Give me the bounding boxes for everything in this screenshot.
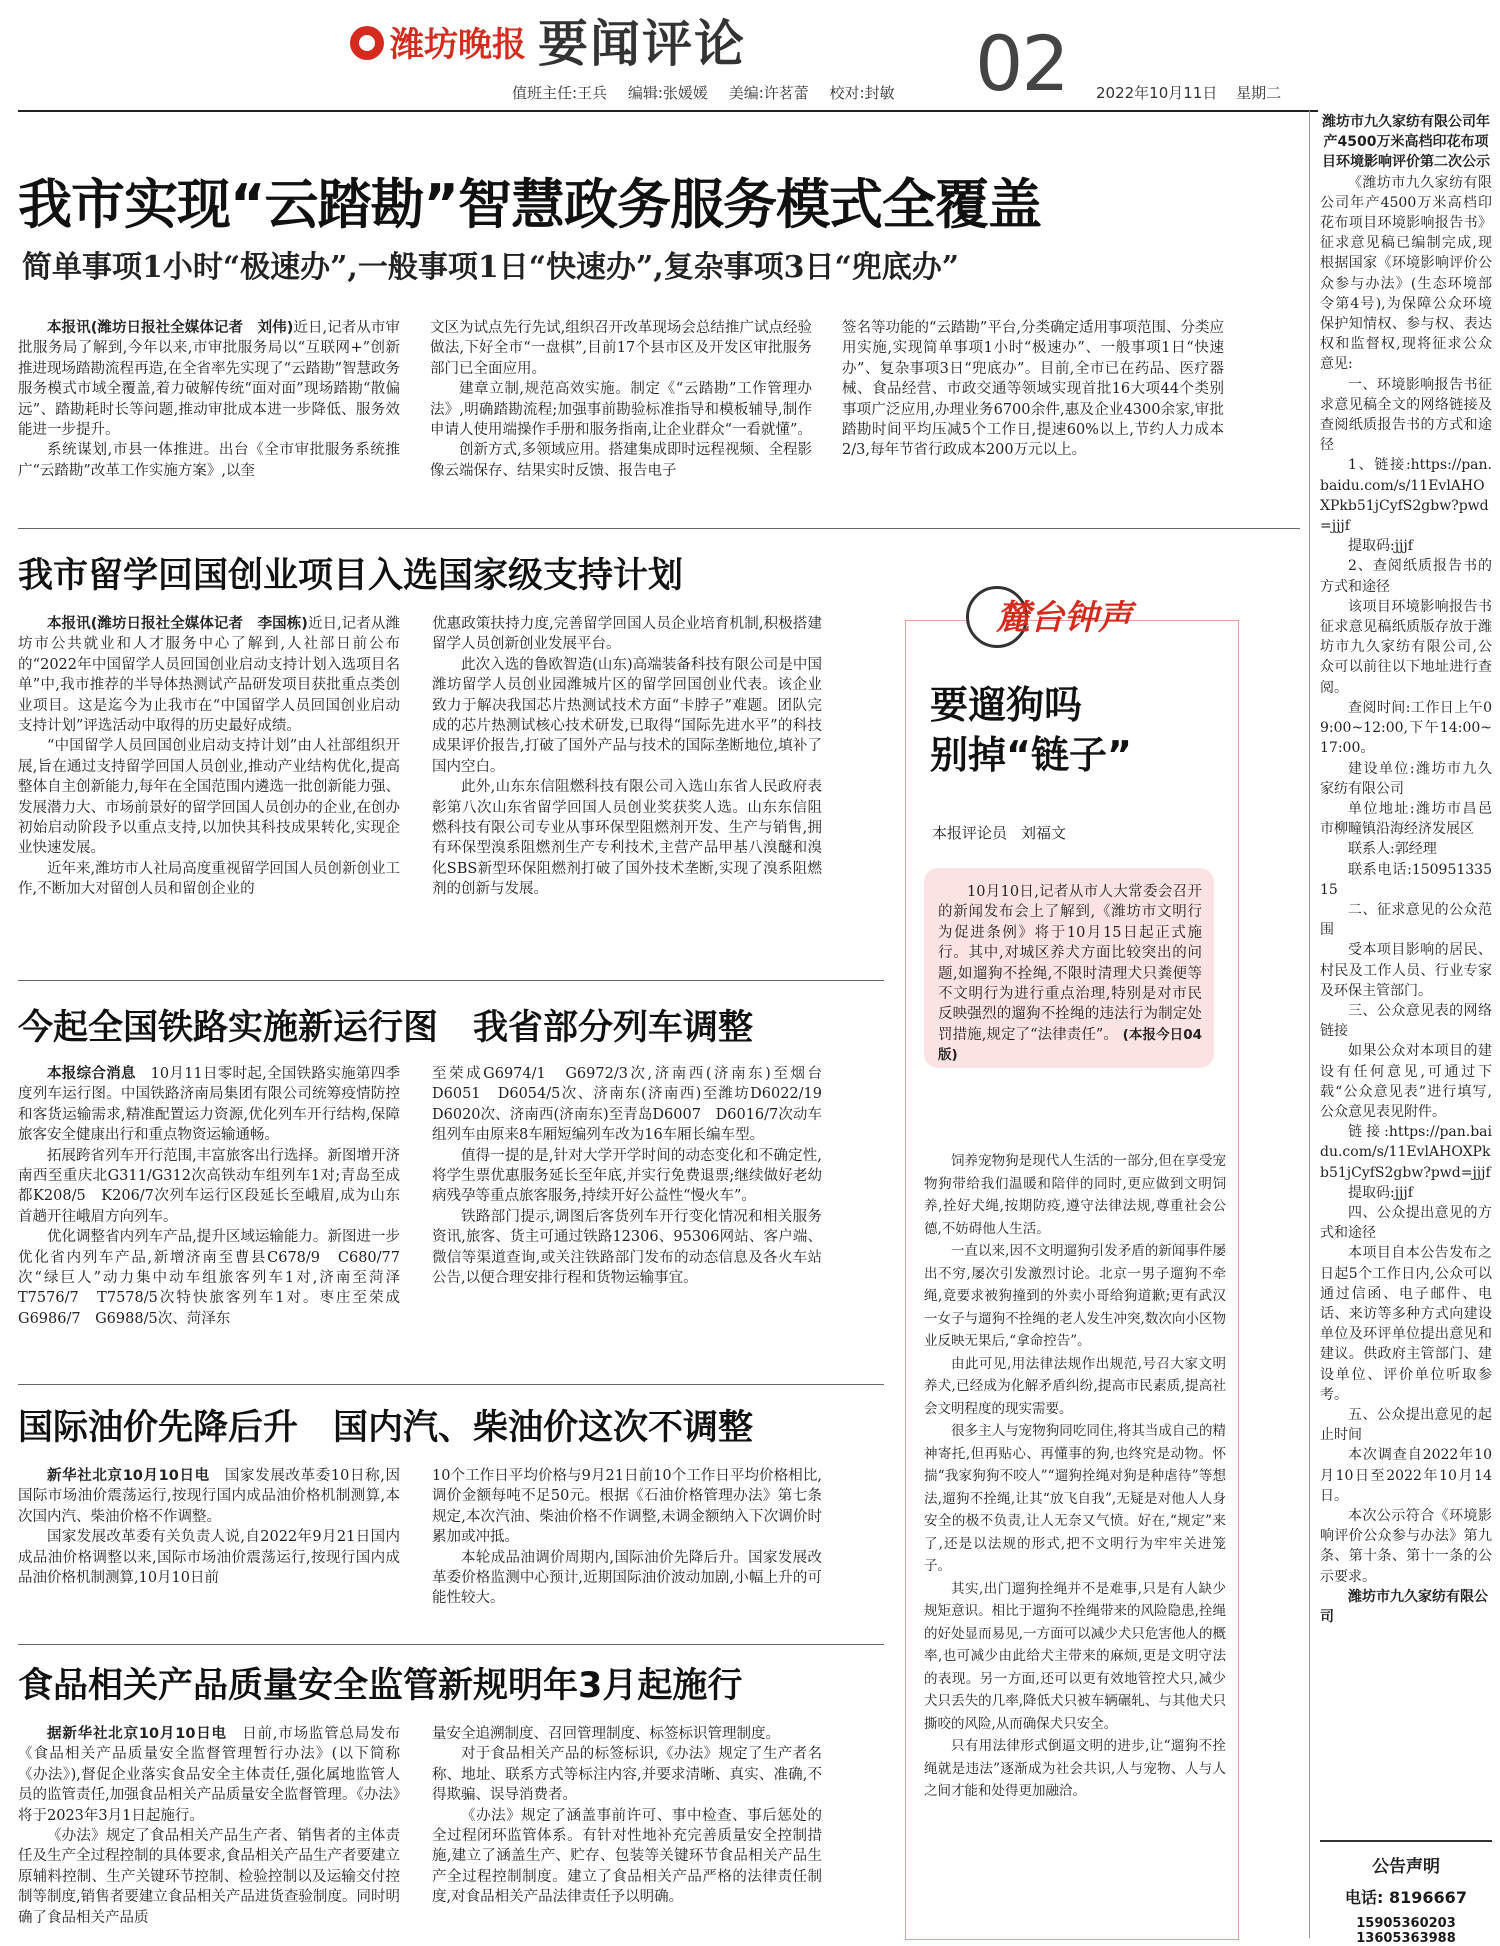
page-number: 02 [975,19,1068,108]
article4-text: 10个工作日平均价格与9月21日前10个工作日平均价格相比,调价金额每吨不足50元。根据《石油价格管理办法》第七条规定,本次汽油、柴油价格不作调整,未调金额纳入下次调价时累加或冲抵。 [432,1468,822,1546]
public-notice-paragraph: 联系人:郭经理 [1348,841,1437,858]
commentary-column-name: 麓台钟声 [996,598,1132,638]
public-notice-paragraph: 本项目自本公告发布之日起5个工作日内,公众可以通过信函、电子邮件、电话、来访等多种方式向建设单位及环评单位提出意见和建议。供政府主管部门、建设单位、评价单位听取参考。 [1320,1245,1492,1403]
article1-headline: 我市实现“云踏勘”智慧政务服务模式全覆盖 [18,173,1041,236]
commentary-title-line: 要遛狗吗 [930,683,1083,727]
article5-text: 《办法》规定了涵盖事前许可、事中检查、事后惩处的全过程闭环监管体系。有针对性地补充完善质量安全控制措施,建立了涵盖生产、贮存、包装等关键环节食品相关产品生产全过程控制制度。建立了食品相关产品严格的法律责任制度,对食品相关产品法律责任予以明确。 [432,1807,822,1906]
public-notice-paragraph: 如果公众对本项目的建设有任何意见,可通过下载“公众意见表”进行填写,公众意见表见附件。 [1320,1043,1492,1120]
commentary-author-label: 本报评论员 [932,824,1008,842]
commentary-note-text: 10月10日,记者从市人大常委会召开的新闻发布会上了解到,《潍坊市文明行为促进条例》将于10月15日起正式施行。其中,对城区养犬方面比较突出的问题,如遛狗不拴绳,不限时清理犬只粪便等不文明行为进行重点治理,特别是对市民反映强烈的遛狗不拴绳的违法行为制定处罚措施,规定了“法律责任”。 [938,884,1202,1043]
commentary-news-note [924,868,1214,1068]
separator [18,528,1300,529]
article1-text: 文区为试点先行先试,组织召开改革现场会总结推广试点经验做法,下好全市“一盘棋”,目前17个县市区及开发区审批服务部门已全面应用。 [430,320,812,377]
article3-text: 至荣成G6974/1 G6972/3次,济南西(济南东)至烟台D6051 D6054/5次、济南东(济南西)至潍坊D6022/19 D6020次、济南西(济南东)至青岛D6007 D6016/7次动车组列车由原来8车厢短编列车改为16车厢长编车型。 [432,1066,837,1144]
commentary-title-line: 别掉“链子” [930,733,1132,777]
public-notice-paragraph: 《潍坊市九久家纺有限公司年产4500万米高档印花布项目环境影响报告书》征求意见稿已编制完成,现根据国家《环境影响评价公众参与办法》(生态环境部令第4号),为保障公众环境保护知情权、参与权、表达权和监督权,现将征求公众意见: [1320,174,1492,373]
article3-text: 值得一提的是,针对大学开学时间的动态变化和不确定性,将学生票优惠服务延长至年底,并实行免费退票;继续做好老幼病残孕等重点旅客服务,持续开好公益性“慢火车”。 [432,1147,822,1205]
article5-text: 量安全追溯制度、召回管理制度、标签标识管理制度。 [432,1726,780,1742]
commentary-byline [932,822,1080,843]
article5-column-2 [432,1724,822,1936]
separator [18,1384,884,1385]
article2-text: 近年来,潍坊市人社局高度重视留学回国人员创新创业工作,不断加大对留创人员和留创企业的 [18,860,400,898]
announcement-title: 公告声明 [1372,1857,1440,1877]
article1-column-1 [18,318,400,514]
article1-text: 系统谋划,市县一体推进。出台《全市审批服务系统推广“云踏勘”改革工作实施方案》,以奎 [18,442,400,479]
commentary-body [924,1150,1226,1803]
article2-column-1 [18,614,400,960]
commentary-paragraph: 饲养宠物狗是现代人生活的一部分,但在享受宠物狗带给我们温暖和陪伴的同时,更应做到文明饲养,拴好犬绳,按期防疫,遵守法律法规,尊重社会公德,不妨碍他人生活。 [924,1153,1226,1237]
dateline [1096,82,1295,103]
article5-text: 日前,市场监管总局发布《食品相关产品质量安全监督管理暂行办法》(以下简称《办法》),督促企业落实食品安全主体责任,强化属地监管人员的监管责任,加强食品相关产品质量安全监督管理。《办法》将于2023年3月1日起施行。 [18,1726,401,1824]
article5-column-1 [18,1724,400,1936]
article4-headline: 国际油价先降后升 国内汽、柴油价这次不调整 [18,1408,754,1448]
article1-text: 建章立制,规范高效实施。制定《“云踏勘”工作管理办法》,明确踏勘流程;加强事前勘验标准指导和模板辅导,制作申请人使用端操作手册和服务指南,让企业群众“一看就懂”。 [430,381,812,439]
article3-text: 优化调整省内列车产品,提升区域运输能力。新图进一步优化省内列车产品,新增济南至曹县C678/9 C680/77次“绿巨人”动力集中动车组旅客列车1对,济南至菏泽T7576/7 T7578/5次特快旅客列车1对。枣庄至荣成G6986/7 G6988/5次、菏泽东 [18,1229,400,1327]
article1-text: 近日,记者从市审批服务局了解到,今年以来,市审批服务局以“互联网+”创新推进现场踏勘流程再造,在全省率先实现了“云踏勘”智慧政务服务模式市域全覆盖,着力破解传统“面对面”现场踏勘“散偏远”、踏勘耗时长等问题,推动审批成本进一步降低、服务效能进一步提升。 [18,320,400,439]
section-title: 要闻评论 [538,15,746,73]
article5-text: 《办法》规定了食品相关产品生产者、销售者的主体责任及生产全过程控制的具体要求,食品相关产品生产者要建立原辅料控制、生产关键环节控制、检验控制以及运输交付控制等制度,销售者要建立食品相关产品进货查验制度。同时明确了食品相关产品质 [18,1828,400,1926]
public-notice-paragraph: 链接:https://pan.baidu.com/s/11EvlAHOXPkb51jCyfS2gbw?pwd=jjjf [1320,1124,1492,1181]
public-notice-title: 潍坊市九久家纺有限公司年产4500万米高档印花布项目环境影响评价第二次公示 [1322,114,1490,171]
public-notice-signature: 潍坊市九久家纺有限公司 [1320,1588,1488,1626]
public-notice-paragraph: 查阅时间:工作日上午09:00~12:00,下午14:00~17:00。 [1320,699,1492,757]
article1-column-2 [430,318,812,514]
issue-date: 2022年10月11日 [1096,84,1218,102]
commentary-title [930,680,1132,780]
public-notice-paragraph: 五、公众提出意见的起止时间 [1320,1407,1492,1444]
public-notice-paragraph: 本次公示符合《环境影响评价公众参与办法》第九条、第十条、第十一条的公示要求。 [1320,1508,1492,1585]
public-notice-paragraph: 建设单位:潍坊市九久家纺有限公司 [1320,760,1492,797]
commentary-paragraph: 很多主人与宠物狗同吃同住,将其当成自己的精神寄托,但再贴心、再懂事的狗,也终究是动物。怀揣“我家狗狗不咬人”“遛狗拴绳对狗是种虐待”等想法,遛狗不拴绳,让其“放飞自我”,无疑是对他人人身安全的极不负责,让人无奈又气愤。好在,“规定”来了,还是以法规的形式,把不文明行为牢牢关进笼子。 [924,1423,1226,1574]
announcement-box [1320,1840,1492,1946]
commentary-paragraph: 一直以来,因不文明遛狗引发矛盾的新闻事件屡出不穷,屡次引发激烈讨论。北京一男子遛狗不牵绳,竟要求被狗撞到的外卖小哥给狗道歉;更有武汉一女子与遛狗不拴绳的老人发生冲突,数次向小区物业反映无果后,“拿命控告”。 [924,1243,1226,1349]
column-divider [1309,110,1310,1938]
public-notice-column [1320,112,1492,1627]
public-notice-paragraph: 一、环境影响报告书征求意见稿全文的网络链接及查阅纸质报告书的方式和途径 [1320,376,1492,454]
article4-text: 国家发展改革委10日称,因国际市场油价震荡运行,按现行国内成品油价格机制测算,本次国内汽、柴油价格不作调整。 [18,1468,401,1525]
announcement-mobiles: 15905360203 13605363988 [1356,1916,1456,1946]
public-notice-paragraph: 1、链接:https://pan.baidu.com/s/11EvlAHOXPkb51jCyfS2gbw?pwd=jjjf [1320,457,1492,535]
public-notice-paragraph: 2、查阅纸质报告书的方式和途径 [1320,558,1492,595]
article3-text: 拓展跨省列车开行范围,丰富旅客出行选择。新图增开济南西至重庆北G311/G312次高铁动车组列车1对;青岛至成都K208/5 K206/7次列车运行区段延长至峨眉,成为山东首趟开往峨眉方向列车。 [18,1147,400,1225]
article3-column-2 [432,1064,837,1370]
commentary-paragraph: 只有用法律形式倒逼文明的进步,让“遛狗不拴绳就是违法”逐渐成为社会共识,人与宠物、人与人之间才能和处得更加融洽。 [924,1738,1226,1799]
article5-lead: 据新华社北京10月10日电 [47,1726,227,1742]
public-notice-paragraph: 联系电话:15095133515 [1320,861,1492,898]
article2-column-2 [432,614,822,960]
article2-text: “中国留学人员回国创业启动支持计划”由人社部组织开展,旨在通过支持留学回国人员创业,推动产业结构优化,提高整体自主创新能力,每年在全国范围内遴选一批创新能力强、发展潜力大、市场前景好的留学回国人员创办的企业,在创办初始启动阶段予以重点支持,以加快其科技成果转化,实现企业快速发展。 [18,738,400,857]
announcement-phone: 电话: 8196667 [1345,1888,1467,1907]
article2-headline: 我市留学回国创业项目入选国家级支持计划 [18,556,684,596]
article2-text: 优惠政策扶持力度,完善留学回国人员企业培育机制,积极搭建留学人员创新创业发展平台。 [432,616,822,653]
commentary-paragraph: 其实,出门遛狗拴绳并不是难事,只是有人缺少规矩意识。相比于遛狗不拴绳带来的风险隐患,拴绳的好处显而易见,一方面可以减少犬只危害他人的概率,也可减少由此给犬主带来的麻烦,更是文明守法的表现。另一方面,还可以更有效地管控犬只,减少犬只丢失的几率,降低犬只被车辆碾轧、与其他犬只撕咬的风险,从而确保犬只安全。 [924,1580,1226,1732]
public-notice-paragraph: 二、征求意见的公众范围 [1320,901,1492,939]
masthead [350,15,1350,73]
article1-column-3 [842,318,1224,514]
article4-text: 国家发展改革委有关负责人说,自2022年9月21日国内成品油价格调整以来,国际市场油价震荡运行,按现行国内成品油价格机制测算,10月10日前 [18,1529,400,1587]
public-notice-paragraph: 本次调查自2022年10月10日至2022年10月14日。 [1320,1447,1492,1504]
article1-text: 创新方式,多领域应用。搭建集成即时远程视频、全程影像云端保存、结果实时反馈、报告电子 [430,442,812,479]
public-notice-paragraph: 受本项目影响的居民、村民及工作人员、行业专家及环保主管部门。 [1320,942,1492,999]
article3-lead: 本报综合消息 [47,1066,136,1082]
commentary-column-logo [966,586,1176,650]
article2-text: 此外,山东东信阻燃科技有限公司入选山东省人民政府表彰第八次山东省留学回国人员创业奖获奖人选。山东东信阻燃科技有限公司专业从事环保型阻燃剂开发、生产与销售,拥有环保型溴系阻燃剂生产专利技术,主营产品甲基八溴醚和溴化SBS新型环保阻燃剂打破了国外技术垄断,实现了溴系阻燃剂的创新与发展。 [432,779,822,898]
staff-item: 校对:封敏 [829,84,895,102]
issue-weekday: 星期二 [1236,84,1282,102]
article2-lead: 本报讯(潍坊日报社全媒体记者 李国栋) [47,616,308,632]
separator [18,1644,884,1645]
staff-item: 编辑:张媛媛 [627,84,708,102]
staff-item: 值班主任:王兵 [512,84,608,102]
public-notice-paragraph: 单位地址:潍坊市昌邑市柳疃镇沿海经济发展区 [1320,800,1492,838]
commentary-author-name: 刘福文 [1021,824,1067,842]
article3-headline: 今起全国铁路实施新运行图 我省部分列车调整 [18,1008,754,1048]
newspaper-brand: 潍坊晚报 [390,25,526,65]
public-notice-paragraph: 提取码:jjjf [1348,1184,1413,1201]
public-notice-paragraph: 提取码:jjjf [1348,538,1413,555]
article2-text: 近日,记者从潍坊市公共就业和人才服务中心了解到,人社部日前公布的“2022年中国留学人员回国创业启动支持计划入选项目名单”中,我市推荐的半导体热测试产品研发项目获批重点类创业项目。这是迄今为止我市在“中国留学人员回国创业启动支持计划”评选活动中取得的历史最好成绩。 [18,616,401,735]
article4-column-2 [432,1466,822,1632]
newspaper-logo-icon [350,26,384,60]
public-notice-paragraph: 该项目环境影响报告书征求意见稿纸质版存放于潍坊市九久家纺有限公司,公众可以前往以下地址进行查阅。 [1320,598,1492,696]
article4-text: 本轮成品油调价周期内,国际油价先降后升。国家发展改革委价格监测中心预计,近期国际油价波动加剧,小幅上升的可能性较大。 [432,1549,822,1607]
staff-item: 美编:许茗蕾 [728,84,809,102]
article3-column-1 [18,1064,400,1370]
public-notice-paragraph: 四、公众提出意见的方式和途径 [1320,1204,1492,1242]
article2-text: 此次入选的鲁欧智造(山东)高端装备科技有限公司是中国潍坊留学人员创业园潍城片区的留学回国创业代表。该企业致力于解决我国芯片热测试技术方面“卡脖子”难题。团队完成的芯片热测试核心技术研发,已取得“国际先进水平”的科技成果评价报告,打破了国外产品与技术的国际垄断地位,填补了国内空白。 [432,656,822,775]
public-notice-paragraph: 三、公众意见表的网络链接 [1320,1002,1492,1040]
masthead-rule [18,110,1318,112]
separator [18,980,884,981]
staff-credits [512,82,1072,103]
article4-column-1 [18,1466,400,1632]
article5-text: 对于食品相关产品的标签标识,《办法》规定了生产者名称、地址、联系方式等标注内容,并要求清晰、真实、准确,不得欺骗、误导消费者。 [432,1746,822,1804]
article1-text: 签名等功能的“云踏勘”平台,分类确定适用事项范围、分类应用实施,实现简单事项1小时“极速办”、一般事项1日“快速办”、复杂事项3日“兜底办”。目前,全市已在药品、医疗器械、食品经营、市政交通等领域实现首批16大项44个类别事项广泛应用,办理业务6700余件,惠及企业4300余家,审批踏勘时间平均压减5个工作日,提速60%以上,节约人力成本2/3,每年节省行政成本200万元以上。 [842,320,1224,459]
commentary-paragraph: 由此可见,用法律法规作出规范,号召大家文明养犬,已经成为化解矛盾纠纷,提高市民素质,提高社会文明程度的现实需要。 [924,1355,1226,1417]
article4-lead: 新华社北京10月10日电 [47,1468,210,1484]
article3-text: 铁路部门提示,调图后客货列车开行变化情况和相关服务资讯,旅客、货主可通过铁路12306、95306网站、客户端、微信等渠道查询,或关注铁路部门发布的动态信息及各火车站公告,以便合理安排行程和货物运输事宜。 [432,1208,822,1287]
article1-lead: 本报讯(潍坊日报社全媒体记者 刘伟) [47,320,294,336]
article1-subheadline: 简单事项1小时“极速办”,一般事项1日“快速办”,复杂事项3日“兜底办” [22,250,960,285]
article3-text: 10月11日零时起,全国铁路实施第四季度列车运行图。中国铁路济南局集团有限公司统筹疫情防控和客货运输需求,精准配置运力资源,优化列车开行结构,保障旅客安全健康出行和重点物资运输通畅。 [18,1066,401,1144]
article5-headline: 食品相关产品质量安全监管新规明年3月起施行 [18,1666,743,1706]
commentary-note-ref: (本报今日04版) [938,1026,1202,1064]
